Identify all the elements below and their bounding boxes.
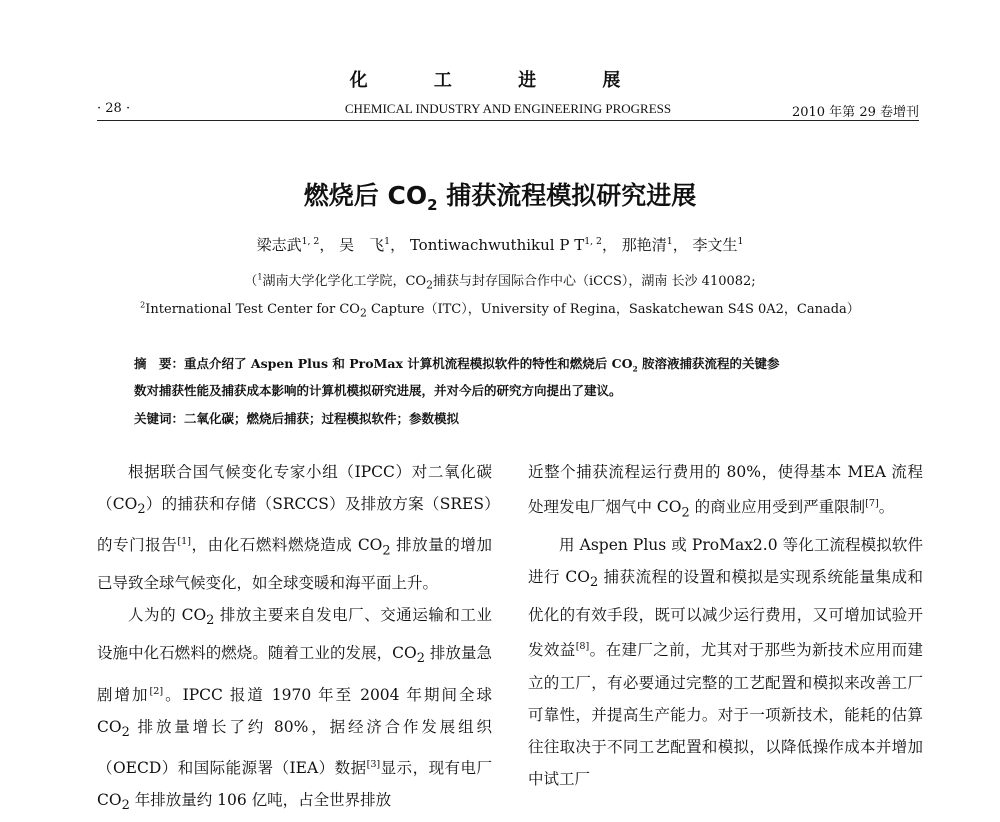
citation: [7] (865, 498, 879, 509)
abstract-line-2: 数对捕获性能及捕获成本影响的计算机模拟研究进展，并对今后的研究方向提出了建议。 (134, 383, 622, 398)
header-rule (97, 120, 919, 121)
author-list: 梁志武$^{1, 2}$， 吴 飞$^1$， Tontiwachwuthikul P T$^{1, 2}$， 那艳清$^1$， 李文生$^1$ (256, 236, 744, 254)
author: 李文生 (692, 236, 738, 254)
affiliation-1: （$^1$湖南大学化学化工学院，$CO_2$捕获与封存国际合作中心（iCCS），湖南 长沙 410082; (244, 272, 756, 292)
volume-info: 2010 年第 29 卷增刊 (791, 105, 919, 120)
citation: [3] (366, 758, 381, 770)
author: Tontiwachwuthikul P T (409, 236, 585, 254)
journal-title-en: CHEMICAL INDUSTRY AND ENGINEERING PROGRESS (344, 101, 672, 116)
page-number: · 28 · (97, 101, 131, 116)
journal-title-cn: 化 工 进 展 (349, 70, 651, 91)
author: 吴 飞 (339, 236, 385, 254)
running-header (97, 101, 919, 121)
keywords: 关键词：二氧化碳；燃烧后捕获；过程模拟软件；参数模拟 (134, 411, 460, 426)
author: 梁志武 (256, 236, 302, 254)
abstract-label: 摘 要： (134, 356, 185, 371)
citation: [8] (575, 641, 590, 653)
article-title: 燃烧后 $CO_2$ 捕获流程模拟研究进展 (303, 181, 697, 214)
paragraph: 人为的 $CO_2$ 排放主要来自发电厂、交通运输和工业设施中化石燃料的燃烧。随着工业的发展，$CO_2$ 排放量急剧增加[2]。IPCC 报道 1970 年至 2004 年期间全球 $CO_2$ 排放量增长了约 80%，据经济合作发展组织（OECD）和国际能源署（IEA）数据[3]显示，现有电厂 $CO_2$ 年排放量约 106 亿吨，占全世界排放 (97, 606, 492, 814)
keywords-label: 关键词： (134, 411, 185, 426)
abstract: 摘 要：重点介绍了 Aspen Plus 和 ProMax 计算机流程模拟软件的特性和燃烧后 $CO_2$ 胺溶液捕获流程的关键参 (134, 356, 780, 374)
author: 那艳清 (621, 236, 667, 254)
affiliation-2: $^2$International Test Center for $CO_2$ Capture（ITC），University of Regina，Saskatchewan S4S 0A2，Canada） (140, 300, 860, 320)
body-column-right (528, 456, 923, 795)
paragraph: 用 Aspen Plus 或 ProMax2.0 等化工流程模拟软件进行 $CO_2$ 捕获流程的设置和模拟是实现系统能量集成和优化的有效手段，既可以减少运行费用，又可增加试验开发效益[8]。在建厂之前，尤其对于那些为新技术应用而建立的工厂，有必要通过完整的工艺配置和模拟来改善工厂可靠性，并提高生产能力。对于一项新技术，能耗的估算往往取决于不同工艺配置和模拟，以降低操作成本并增加中试工厂 (528, 536, 923, 788)
paragraph: 根据联合国气候变化专家小组（IPCC）对二氧化碳$(CO_2)$的捕获和存储（SRCCS）及排放方案（SRES）的专门报告[1]，由化石燃料燃烧造成 $CO_2$ 排放量的增加已导致全球气候变化，如全球变暖和海平面上升。 (97, 463, 492, 593)
citation: [1] (177, 536, 191, 548)
citation: [2] (149, 685, 164, 697)
paragraph: 近整个捕获流程运行费用的 80%，使得基本 MEA 流程处理发电厂烟气中 $CO_2$ 的商业应用受到严重限制[7]。 (528, 463, 923, 521)
body-column-left (97, 456, 492, 822)
